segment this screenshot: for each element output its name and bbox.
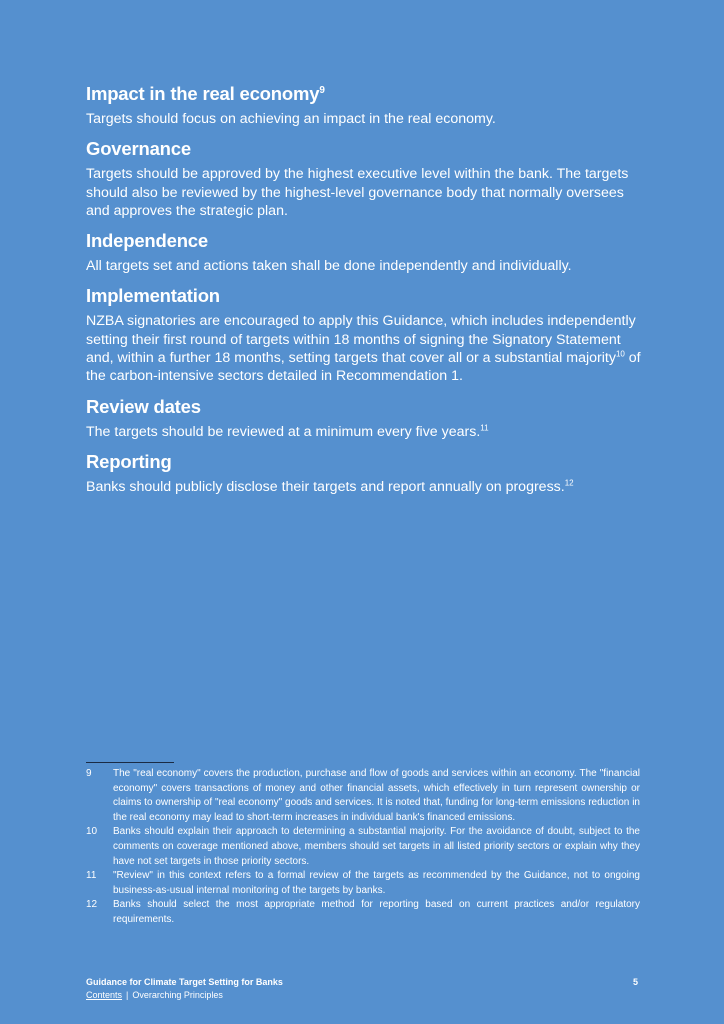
section-body: All targets set and actions taken shall be done independently and individually. — [86, 258, 572, 275]
page-number: 5 — [632, 977, 638, 987]
section-heading: Independence — [86, 230, 208, 252]
section-independence — [86, 229, 642, 275]
section-governance — [86, 137, 642, 220]
footnote-number: 11 — [86, 870, 97, 882]
footnote-ref[interactable]: 12 — [564, 478, 574, 488]
section-reporting — [86, 450, 642, 496]
current-section-label: Overarching Principles — [132, 990, 223, 1000]
footer-breadcrumb — [86, 989, 638, 1002]
section-heading: Implementation — [86, 285, 220, 307]
footnote-number: 9 — [86, 768, 92, 779]
contents-link[interactable]: Contents — [86, 990, 123, 1000]
footnote-number: 10 — [86, 826, 98, 838]
footnote-item — [86, 825, 640, 869]
footnote-text: Banks should select the most appropriate method for reporting based on current practices and/or regulatory requirements. — [113, 899, 640, 925]
footnote-number: 12 — [86, 899, 98, 911]
section-heading: Impact in the real economy$^9$ — [86, 83, 325, 104]
breadcrumb-separator: | — [126, 990, 129, 1000]
section-body: The targets should be reviewed at a minimum every five years.$^{11}$ — [86, 422, 489, 440]
section-body: Banks should publicly disclose their targets and report annually on progress.$^{12}$ — [86, 478, 574, 495]
footnote-ref[interactable]: 10 — [615, 349, 625, 359]
section-heading: Review dates — [86, 395, 201, 417]
footnote-text: The "real economy" covers the production, purchase and flow of goods and services within an economy. The "financial economy" covers transactions of money and other financial assets, which effectively in turn represent ownership or claims to ownership of "real economy" goods and services. It is noted that, funding for long-term emissions reduction in the real economy may lead to short-term increases in individual bank's financed emissions. — [113, 768, 640, 823]
footnote-ref[interactable]: 9 — [319, 84, 325, 96]
section-body: Targets should focus on achieving an impact in the real economy. — [86, 111, 496, 127]
page-footer — [86, 976, 638, 1002]
section-review-dates — [86, 395, 642, 441]
footnote-text: Banks should explain their approach to determining a substantial majority. For the avoidance of doubt, subject to the comments on coverage mentioned above, members should set targets in all listed priority sectors or explain why they have not set targets in those priority sectors. — [113, 826, 640, 867]
footnote-text: "Review" in this context refers to a formal review of the targets as recommended by the Guidance, not to ongoing business-as-usual internal monitoring of the targets by banks. — [113, 870, 640, 896]
section-heading: Governance — [86, 138, 191, 160]
section-body: Targets should be approved by the highest executive level within the bank. The targets should also be reviewed by the highest-level governance body that normally oversees and approves the strategic plan. — [86, 166, 629, 219]
section-implementation — [86, 284, 642, 385]
document-title: Guidance for Climate Target Setting for Banks — [86, 977, 283, 987]
footnote-item — [86, 898, 640, 927]
footnote-ref[interactable]: 11 — [480, 422, 489, 432]
footnotes — [86, 767, 640, 928]
section-impact — [86, 82, 642, 128]
footnote-item — [86, 869, 640, 898]
footnote-item — [86, 767, 640, 825]
section-body: NZBA signatories are encouraged to apply this Guidance, which includes independently setting their first round of targets within 18 months of signing the Signatory Statement and, within a further 18 months, setting targets that cover all or a substantial majority$^{10}$ of the carbon-intensive sectors detailed in Recommendation 1. — [86, 313, 641, 385]
section-heading: Reporting — [86, 450, 172, 472]
main-content — [86, 82, 642, 505]
footnote-divider — [86, 762, 174, 763]
